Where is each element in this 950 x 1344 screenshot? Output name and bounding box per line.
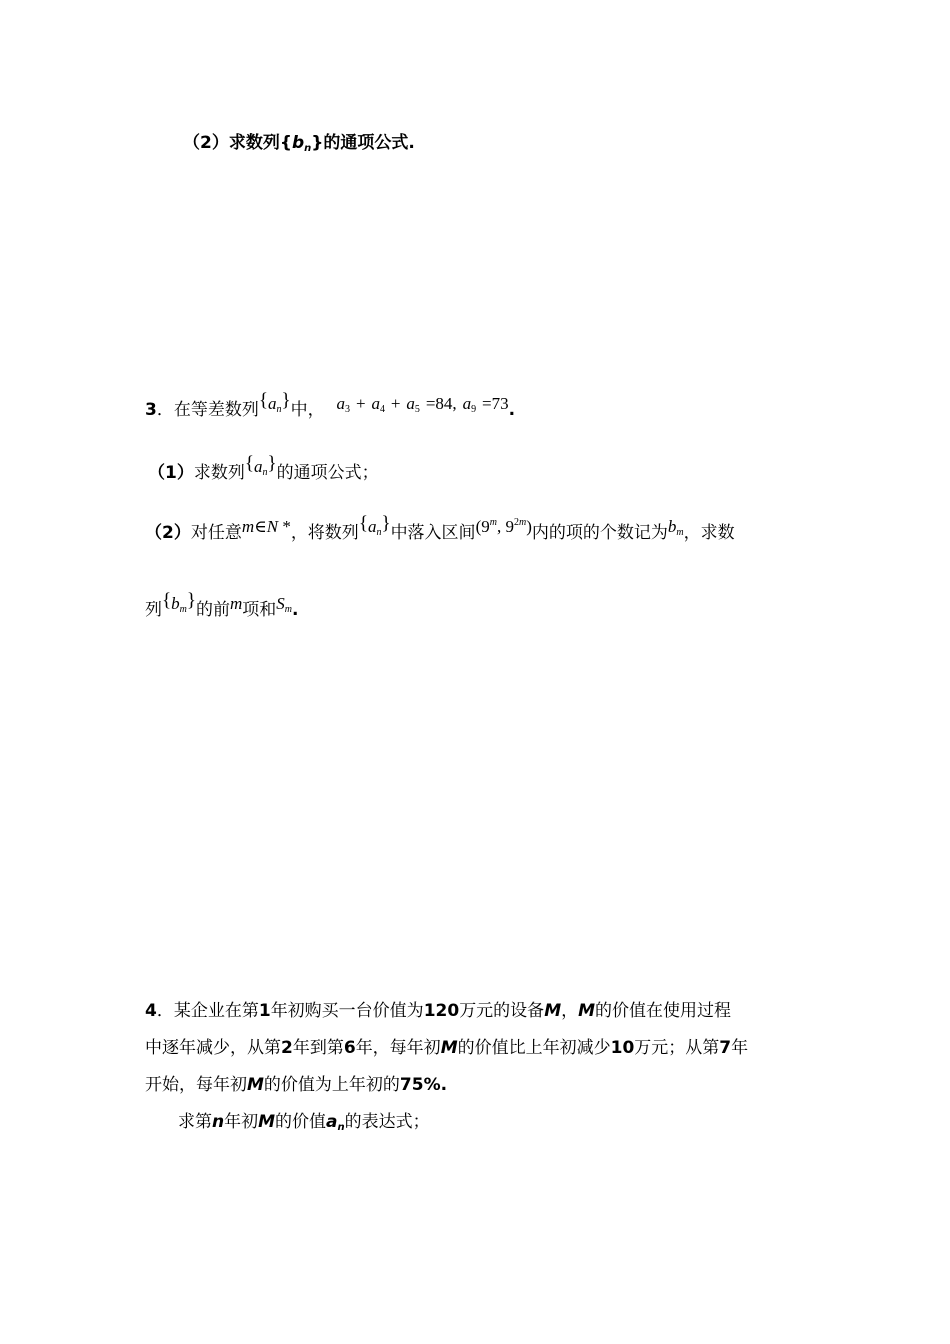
text: 的通项公式；: [276, 463, 379, 483]
text: 的价值在使用过程: [595, 1001, 732, 1021]
m: m: [229, 594, 243, 613]
text: 求数列: [228, 133, 280, 153]
text: ．某企业在第: [156, 1001, 259, 1021]
bm: $b_m$: [667, 517, 684, 538]
sequence-an: $\{a_n\}$: [358, 513, 391, 538]
text: 的价值为上年初的: [263, 1075, 400, 1095]
part-label: （2）: [145, 523, 191, 543]
text: .: [292, 600, 299, 620]
num: 2: [281, 1038, 293, 1058]
var-M: M: [258, 1112, 276, 1132]
var-n: n: [212, 1112, 225, 1132]
sequence-bn: $\{b_n\}$: [279, 133, 324, 154]
part-label: （2）: [183, 133, 229, 153]
q2-part2-line: [183, 128, 415, 154]
text: 的表达式；: [344, 1112, 430, 1132]
text: 开始，每年初: [145, 1075, 247, 1095]
text: 中，: [290, 400, 325, 420]
condition-m: m∈N *: [241, 517, 291, 536]
text: .: [508, 400, 516, 420]
num: 120: [423, 1001, 460, 1021]
text: 的通项公式.: [323, 133, 415, 153]
text: 年: [731, 1038, 749, 1058]
q3-stem: [145, 390, 515, 420]
text: 万元的设备: [459, 1001, 545, 1021]
sequence-an: $\{a_n\}$: [258, 390, 291, 415]
text: 的价值: [275, 1112, 327, 1132]
text: 中逐年减少，从第: [145, 1038, 281, 1058]
subscript-n: n: [337, 1122, 345, 1133]
text: 对任意: [190, 523, 242, 543]
num: 7: [719, 1038, 732, 1058]
var-M: M: [578, 1001, 596, 1021]
text: 年初购买一台价值为: [270, 1001, 424, 1021]
var-M: M: [440, 1038, 458, 1058]
q4-line2: [145, 1033, 748, 1058]
text: 列: [145, 600, 162, 620]
text: ，: [561, 1001, 579, 1021]
text: 项和: [242, 600, 277, 620]
text: ，求数: [683, 523, 735, 543]
q3-part1: [148, 453, 379, 483]
q4-line4: [178, 1107, 430, 1133]
q3-part2-line1: [145, 513, 735, 543]
q4-line1: [145, 996, 731, 1021]
text: 内的项的个数记为: [531, 523, 668, 543]
interval: (9$^m$, $9^{2m}$): [475, 517, 532, 536]
text: 求数列: [193, 463, 245, 483]
text: ．在等差数列: [156, 400, 259, 420]
question-number: 4: [145, 1001, 157, 1021]
text: 求第: [178, 1112, 212, 1132]
num: 6: [343, 1038, 356, 1058]
var-M: M: [247, 1075, 264, 1095]
num: 75%.: [399, 1075, 448, 1095]
num: 1: [258, 1001, 271, 1021]
q4-line3: [145, 1070, 447, 1095]
sequence-bm: $\{b_m\}$: [162, 590, 196, 615]
Sm: $S_m$: [276, 594, 292, 615]
text: 万元；从第: [634, 1038, 720, 1058]
text: ，将数列: [290, 523, 359, 543]
var-a: a: [326, 1112, 338, 1132]
text: 年初: [224, 1112, 259, 1132]
text: 的价值比上年初减少: [457, 1038, 611, 1058]
condition-formula: $a_3 + a_4 + a_5 =84$, $a_9 =73$: [336, 394, 509, 415]
text: 年到第: [292, 1038, 344, 1058]
num: 10: [610, 1038, 635, 1058]
text: 中落入区间: [390, 523, 476, 543]
question-number: 3: [145, 400, 157, 420]
text: 年，每年初: [355, 1038, 441, 1058]
var-M: M: [544, 1001, 562, 1021]
q3-part2-line2: [145, 590, 298, 620]
sequence-an: $\{a_n\}$: [244, 453, 277, 478]
part-label: （1）: [148, 463, 194, 483]
text: 的前: [195, 600, 230, 620]
